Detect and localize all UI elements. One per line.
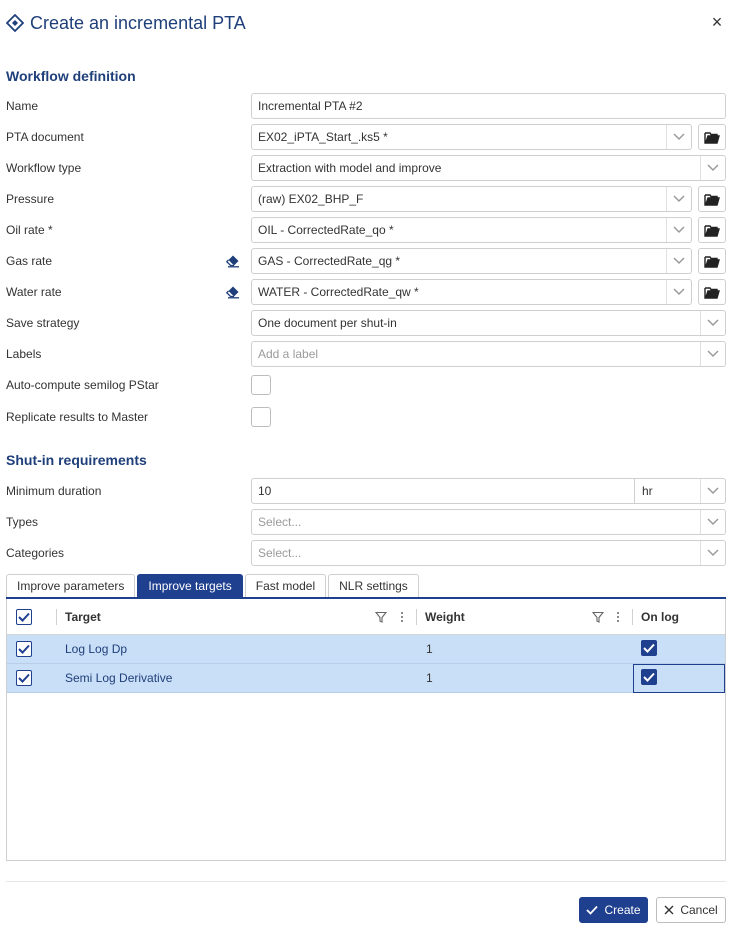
dialog-title-bar [6, 10, 246, 36]
replicate-label: Replicate results to Master [6, 410, 149, 424]
targets-grid [6, 599, 726, 861]
oil-rate-browse-button[interactable] [698, 217, 726, 243]
min-duration-unit: hr [642, 484, 653, 498]
water-rate-value: WATER - CorrectedRate_qw * [258, 285, 419, 299]
replicate-checkbox[interactable] [251, 407, 271, 427]
column-separator [416, 609, 417, 625]
workflow-type-row [0, 155, 735, 181]
oil-rate-value: OIL - CorrectedRate_qo * [258, 223, 394, 237]
chevron-down-icon[interactable] [700, 156, 725, 180]
pressure-value: (raw) EX02_BHP_F [258, 192, 364, 206]
check-icon [643, 643, 655, 653]
on-log-checkbox[interactable] [641, 669, 657, 685]
grid-header [7, 599, 725, 635]
pressure-browse-button[interactable] [698, 186, 726, 212]
oil-rate-label: Oil rate * [6, 223, 53, 237]
auto-compute-checkbox[interactable] [251, 375, 271, 395]
gas-rate-row [0, 248, 735, 274]
types-label: Types [6, 515, 39, 529]
table-row[interactable] [7, 664, 725, 693]
save-strategy-row [0, 310, 735, 336]
tab-bar [6, 574, 421, 598]
check-icon [18, 612, 30, 622]
pta-document-value: EX02_iPTA_Start_.ks5 * [258, 130, 388, 144]
labels-row [0, 341, 735, 367]
workflow-definition-title: Workflow definition [6, 68, 136, 84]
chevron-down-icon[interactable] [666, 280, 691, 304]
folder-open-icon [704, 286, 720, 299]
close-icon [664, 905, 674, 915]
water-rate-row [0, 279, 735, 305]
pressure-row [0, 186, 735, 212]
shutin-requirements-title: Shut-in requirements [6, 452, 147, 468]
chevron-down-icon[interactable] [666, 125, 691, 149]
min-duration-value: 10 [258, 484, 272, 498]
chevron-down-icon[interactable] [700, 311, 725, 335]
create-button[interactable] [579, 897, 648, 923]
workflow-diamond-icon [6, 14, 24, 32]
replicate-row [0, 404, 735, 430]
chevron-down-icon[interactable] [700, 479, 725, 503]
check-icon [586, 905, 598, 915]
table-row[interactable] [7, 635, 725, 664]
column-menu-icon[interactable] [396, 611, 408, 623]
save-strategy-value: One document per shut-in [258, 316, 397, 330]
row-select-checkbox[interactable] [16, 641, 32, 657]
water-rate-select[interactable] [251, 279, 692, 305]
target-cell: Log Log Dp [65, 642, 128, 656]
types-select[interactable] [251, 509, 726, 535]
labels-select[interactable] [251, 341, 726, 367]
name-value: Incremental PTA #2 [258, 99, 363, 113]
pta-document-select[interactable] [251, 124, 692, 150]
auto-compute-label: Auto-compute semilog PStar [6, 378, 159, 392]
tab-nlr-settings[interactable]: NLR settings [328, 574, 419, 598]
eraser-icon[interactable] [226, 254, 240, 268]
pressure-label: Pressure [6, 192, 55, 206]
gas-rate-browse-button[interactable] [698, 248, 726, 274]
check-icon [18, 644, 30, 654]
workflow-type-value: Extraction with model and improve [258, 161, 442, 175]
column-separator [632, 609, 633, 625]
gas-rate-value: GAS - CorrectedRate_qg * [258, 254, 401, 268]
categories-select[interactable] [251, 540, 726, 566]
types-row [0, 509, 735, 535]
folder-open-icon [704, 255, 720, 268]
select-all-checkbox[interactable] [16, 609, 32, 625]
labels-label: Labels [6, 347, 42, 361]
chevron-down-icon[interactable] [666, 187, 691, 211]
name-row [0, 93, 735, 119]
close-button[interactable]: × [711, 12, 723, 32]
tab-improve-parameters[interactable]: Improve parameters [6, 574, 135, 598]
filter-icon[interactable] [375, 611, 387, 623]
categories-row [0, 540, 735, 566]
target-cell: Semi Log Derivative [65, 671, 173, 685]
tab-fast-model[interactable]: Fast model [245, 574, 326, 598]
cancel-button[interactable] [656, 897, 726, 923]
workflow-type-select[interactable] [251, 155, 726, 181]
min-duration-input[interactable] [251, 478, 635, 504]
pressure-select[interactable] [251, 186, 692, 212]
column-separator [56, 609, 57, 625]
column-header-target[interactable]: Target [65, 610, 101, 624]
water-rate-label: Water rate [6, 285, 62, 299]
chevron-down-icon[interactable] [700, 342, 725, 366]
oil-rate-select[interactable] [251, 217, 692, 243]
column-menu-icon[interactable] [612, 611, 624, 623]
check-icon [643, 672, 655, 682]
water-rate-browse-button[interactable] [698, 279, 726, 305]
pta-document-browse-button[interactable] [698, 124, 726, 150]
row-select-checkbox[interactable] [16, 670, 32, 686]
on-log-checkbox[interactable] [641, 640, 657, 656]
name-label: Name [6, 99, 39, 113]
save-strategy-label: Save strategy [6, 316, 80, 330]
min-duration-label: Minimum duration [6, 484, 102, 498]
folder-open-icon [704, 131, 720, 144]
column-header-weight[interactable]: Weight [425, 610, 465, 624]
min-duration-row [0, 478, 735, 504]
chevron-down-icon[interactable] [700, 510, 725, 534]
pta-document-label: PTA document [6, 130, 84, 144]
weight-cell[interactable]: 1 [426, 671, 433, 685]
filter-icon[interactable] [592, 611, 604, 623]
labels-placeholder: Add a label [258, 347, 319, 361]
min-duration-unit-select[interactable] [635, 478, 726, 504]
tab-improve-targets[interactable]: Improve targets [137, 574, 242, 598]
oil-rate-row [0, 217, 735, 243]
column-header-on-log[interactable]: On log [641, 610, 679, 624]
check-icon [18, 673, 30, 683]
eraser-icon[interactable] [226, 285, 240, 299]
folder-open-icon [704, 224, 720, 237]
chevron-down-icon[interactable] [700, 541, 725, 565]
categories-placeholder: Select... [258, 546, 302, 560]
name-input[interactable] [251, 93, 726, 119]
gas-rate-select[interactable] [251, 248, 692, 274]
save-strategy-select[interactable] [251, 310, 726, 336]
dialog-title: Create an incremental PTA [30, 12, 246, 33]
chevron-down-icon[interactable] [666, 249, 691, 273]
weight-cell[interactable]: 1 [426, 642, 433, 656]
gas-rate-label: Gas rate [6, 254, 53, 268]
categories-label: Categories [6, 546, 65, 560]
cancel-button-label: Cancel [680, 903, 718, 917]
folder-open-icon [704, 193, 720, 206]
create-button-label: Create [604, 903, 641, 917]
footer-divider [6, 881, 726, 882]
pta-document-row [0, 124, 735, 150]
auto-compute-row [0, 372, 735, 398]
types-placeholder: Select... [258, 515, 302, 529]
workflow-type-label: Workflow type [6, 161, 82, 175]
chevron-down-icon[interactable] [666, 218, 691, 242]
